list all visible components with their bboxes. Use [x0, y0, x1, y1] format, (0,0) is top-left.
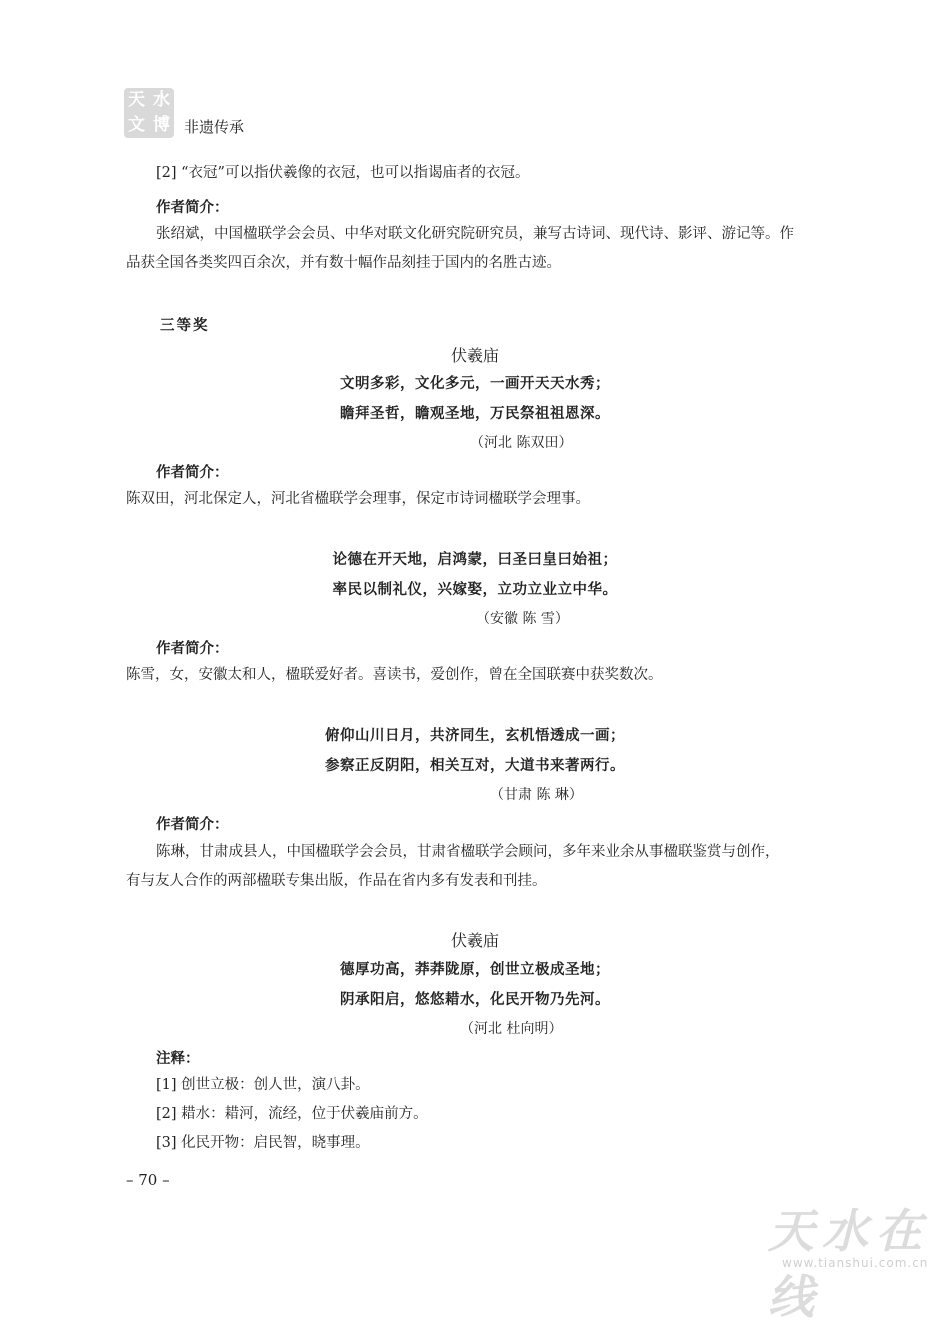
watermark-url: www.tianshui.com.cn [782, 1256, 929, 1270]
author-bio-line: 品获全国各类奖四百余次，并有数十幅作品刻挂于国内的名胜古迹。 [126, 255, 561, 271]
couplet-attribution: （甘肃 陈 琳） [490, 787, 583, 803]
footnote-2: [2] “衣冠”可以指伏羲像的衣冠，也可以指谒庙者的衣冠。 [156, 165, 530, 181]
couplet-line-1: 文明多彩，文化多元，一画开天天水秀； [340, 376, 610, 392]
couplet-line-2: 瞻拜圣哲，瞻观圣地，万民祭祖祖恩深。 [340, 406, 610, 422]
couplet-line-1: 论德在开天地，启鸿蒙，曰圣曰皇曰始祖； [332, 552, 618, 568]
couplet-title: 伏羲庙 [450, 931, 499, 950]
award-heading: 三等奖 [160, 318, 210, 334]
author-bio-line: 张绍斌，中国楹联学会会员、中华对联文化研究院研究员，兼写古诗词、现代诗、影评、游记等。作 [156, 226, 794, 242]
author-heading: 作者简介： [156, 817, 229, 833]
logo-char: 天 [128, 90, 145, 110]
watermark-logo: 天水在线 [768, 1204, 930, 1324]
author-heading: 作者简介： [156, 641, 229, 657]
page-number: – 70 – [126, 1171, 170, 1189]
note-item: [2] 耤水：耤河，流经，位于伏羲庙前方。 [156, 1106, 428, 1122]
couplet-title: 伏羲庙 [450, 346, 499, 365]
section-label: 非遗传承 [184, 118, 245, 136]
couplet-line-2: 率民以制礼仪，兴嫁娶，立功立业立中华。 [332, 582, 618, 598]
couplet-attribution: （河北 陈双田） [470, 435, 573, 451]
couplet-attribution: （河北 杜向明） [460, 1021, 563, 1037]
author-heading: 作者简介： [156, 200, 229, 216]
notes-heading: 注释： [156, 1051, 200, 1067]
note-item: [3] 化民开物：启民智，晓事理。 [156, 1135, 370, 1151]
logo-char: 水 [153, 90, 170, 110]
note-item: [1] 创世立极：创人世，演八卦。 [156, 1077, 370, 1093]
couplet-line-1: 德厚功高，莽莽陇原，创世立极成圣地； [340, 962, 610, 978]
author-heading: 作者简介： [156, 465, 229, 481]
publication-logo [124, 88, 174, 138]
author-bio-line: 陈双田，河北保定人，河北省楹联学会理事，保定市诗词楹联学会理事。 [126, 491, 590, 507]
couplet-attribution: （安徽 陈 雪） [476, 611, 569, 627]
logo-char: 文 [128, 115, 145, 135]
author-bio-line: 陈雪，女，安徽太和人，楹联爱好者。喜读书，爱创作，曾在全国联赛中获奖数次。 [126, 667, 663, 683]
author-bio-line: 陈琳，甘肃成县人，中国楹联学会会员，甘肃省楹联学会顾问，多年来业余从事楹联鉴赏与创作， [156, 844, 780, 860]
couplet-line-1: 俯仰山川日月，共济同生，玄机悟透成一画； [325, 728, 625, 744]
couplet-line-2: 参察正反阴阳，相关互对，大道书来著两行。 [325, 758, 625, 774]
author-bio-line: 有与友人合作的两部楹联专集出版，作品在省内多有发表和刊挂。 [126, 873, 547, 889]
couplet-line-2: 阴承阳启，悠悠耤水，化民开物乃先河。 [340, 992, 610, 1008]
logo-char: 博 [153, 115, 170, 135]
